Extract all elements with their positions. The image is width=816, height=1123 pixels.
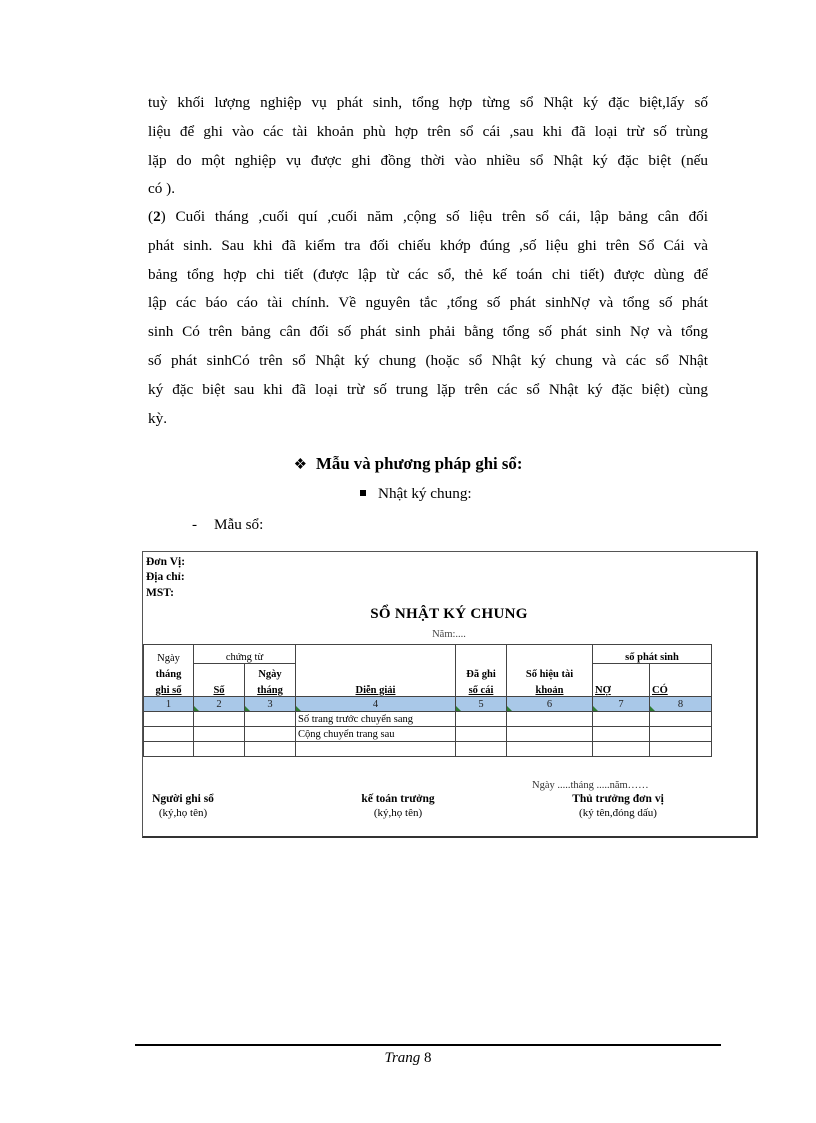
paragraph-line: lặp do một nghiệp vụ được ghi đồng thời vào nhiều sổ Nhật ký đặc biệt (nếu [148,151,708,169]
col-header-ngay-thang-1: Ngày [245,664,296,681]
square-bullet-icon [360,490,366,496]
green-triangle-icon [456,706,461,711]
col-header-so-phat-sinh: số phát sinh [593,645,712,664]
signature-director [528,793,708,819]
col-header-empty [194,664,245,681]
signature-sub: (ký,họ tên) [373,807,423,819]
journal-form [142,551,758,838]
dash-item [192,516,263,534]
col-header-so: Số [194,680,245,697]
col-header-thang: tháng [144,664,194,681]
column-number-row [144,697,712,712]
paragraph-number: 2 [153,208,161,225]
paren-open: ( [148,208,154,225]
footer-label: Trang [384,1050,421,1066]
green-triangle-icon [245,706,250,711]
paragraph-1 [148,89,708,204]
form-header-tax-code: MST: [146,587,174,599]
table-row [144,712,712,727]
paragraph-line: lập các báo cáo tài chính. Về nguyên tắc ,tổng số phát sinhNợ và tổng số phát [148,294,708,312]
dash-item-text: Mẫu sổ: [214,516,264,533]
col-header-no: NỢ [593,664,650,697]
table-cell-description [296,742,456,757]
form-year-line: Năm:.... [432,629,466,640]
form-header-unit: Đơn Vị: [146,556,186,568]
paren-close: ) [160,208,166,225]
paragraph-2 [148,203,708,433]
col-header-so-hieu-2: khoản [507,680,593,697]
col-header-ngay-thang-2: tháng [245,680,296,697]
paragraph-line: số phát sinhCó trên sổ Nhật ký chung (hoặc sổ Nhật ký chung và các sổ Nhật [148,351,708,369]
col-header-chung-tu: chứng từ [194,645,296,664]
col-header-ghi-so: ghi sổ [144,680,194,697]
column-number-cell: 2 [194,697,245,712]
column-number-cell: 5 [456,697,507,712]
ledger-table [143,644,712,757]
table-row [144,742,712,757]
diamond-bullet-icon: ❖ [293,457,308,473]
column-number-cell: 3 [245,697,296,712]
paragraph-line: sinh Có trên bảng cân đối số phát sinh phải bằng tổng số phát sinh Nợ và tổng [148,323,708,341]
sub-item [360,485,472,503]
col-header-so-hieu-1: Số hiệu tài [507,664,593,681]
signature-sub: (ký,họ tên) [158,807,208,819]
signature-title: Người ghi sổ [152,793,214,805]
col-header-co: CÓ [650,664,712,697]
page-footer [0,1050,816,1067]
paragraph-line: bảng tổng hợp chi tiết (được lập từ các sổ, thẻ kế toán chi tiết) được dùng để [148,265,708,283]
paragraph-line [148,203,708,232]
section-heading [0,454,816,474]
dash-bullet: - [192,516,198,533]
column-number-cell: 7 [593,697,650,712]
column-number-cell: 8 [650,697,712,712]
table-cell-description: Cộng chuyển trang sau [296,727,456,742]
col-header-empty [507,645,593,664]
form-title: SỔ NHẬT KÝ CHUNG [370,606,528,622]
green-triangle-icon [194,706,199,711]
col-header-ngay: Ngày [144,645,194,664]
col-header-da-ghi-2: sổ cái [456,680,507,697]
paragraph-line: tuỳ khối lượng nghiệp vụ phát sinh, tổng hợp từng sổ Nhật ký đặc biệt,lấy số [148,94,708,111]
sub-item-text: Nhật ký chung: [378,485,472,502]
signature-chief-accountant [313,793,483,819]
section-heading-text: Mẫu và phương pháp ghi sổ: [316,454,523,473]
table-row [144,727,712,742]
signature-title: Thủ trưởng đơn vị [572,793,664,805]
page-number: 8 [424,1050,432,1066]
form-date-line: Ngày .....tháng .....năm…… [532,780,649,791]
column-number-cell: 6 [507,697,593,712]
green-triangle-icon [507,706,512,711]
signature-sub: (ký tên,đóng dấu) [579,807,657,819]
signature-title: kế toán trưởng [361,793,435,805]
green-triangle-icon [296,706,301,711]
paragraph-line: liệu để ghi vào các tài khoản phù hợp trên sổ cái ,sau khi đã loại trừ số trùng [148,122,708,140]
form-header-address: Địa chỉ: [146,571,185,583]
col-header-da-ghi-1: Đã ghi [456,664,507,681]
column-number-cell: 4 [296,697,456,712]
green-triangle-icon [650,706,655,711]
paragraph-line: phát sinh. Sau khi đã kiểm tra đối chiếu khớp đúng ,số liệu ghi trên Sổ Cái và [148,236,708,254]
paragraph-line: ký đặc biệt sau khi đã loại trừ số trung lặp trên các sổ Nhật ký đặc biệt) cùng [148,380,708,398]
signature-recorder [143,793,223,819]
paragraph-line: có ). [148,180,175,198]
footer-rule [135,1044,721,1046]
column-number-cell: 1 [144,697,194,712]
table-cell-description: Số trang trước chuyển sang [296,712,456,727]
paragraph-line: kỳ. [148,409,167,427]
table-header-row [144,645,712,664]
col-header-empty [456,645,507,664]
paragraph-first-line: Cuối tháng ,cuối quí ,cuối năm ,cộng số liệu trên sổ cái, lập bảng cân đối [165,208,708,225]
col-header-dien-giai: Diễn giải [296,645,456,697]
green-triangle-icon [593,706,598,711]
